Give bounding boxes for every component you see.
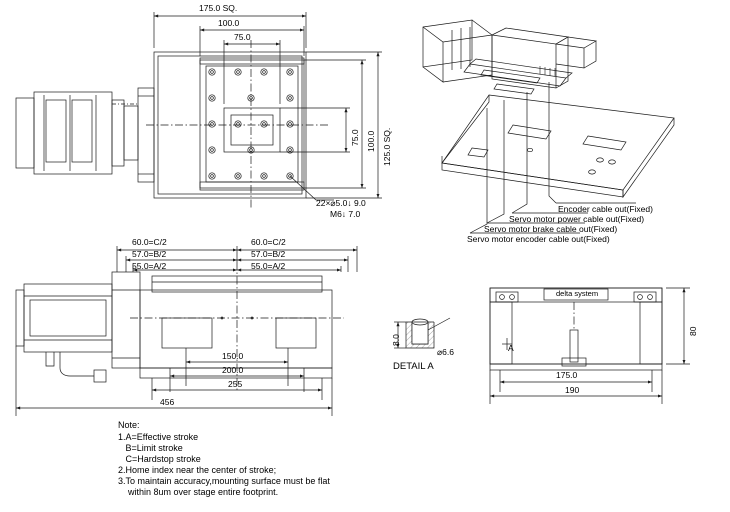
note-item-3: C=Hardstop stroke xyxy=(118,454,201,464)
front-dim-right-a: 55.0=A/2 xyxy=(251,261,286,271)
front-dim-left-c: 60.0=C/2 xyxy=(132,237,167,247)
top-view-motor xyxy=(16,92,138,174)
dim-175-sq: 175.0 SQ. xyxy=(199,3,238,13)
detail-a-label: DETAIL A xyxy=(393,361,434,372)
dim-75-vertical: 75.0 xyxy=(350,129,360,146)
note-item-1: 1.A=Effective stroke xyxy=(118,432,199,442)
side-section-marker-a: A xyxy=(508,343,514,353)
note-item-5: 3.To maintain accuracy,mounting surface must be flat xyxy=(118,476,330,486)
front-dim-left-a: 55.0=A/2 xyxy=(132,261,167,271)
note-item-6: within 8um over stage entire footprint. xyxy=(118,487,279,497)
dim-100: 100.0 xyxy=(218,18,240,28)
nameplate-text: delta system xyxy=(556,289,599,298)
front-dim-left-b: 57.0=B/2 xyxy=(132,249,167,259)
side-dim-80: 80 xyxy=(688,326,698,336)
side-view-dimensions xyxy=(490,288,690,404)
dim-100-vertical: 100.0 xyxy=(366,130,376,152)
note-item-2: B=Limit stroke xyxy=(118,443,183,453)
front-dim-right-c: 60.0=C/2 xyxy=(251,237,286,247)
side-view-body xyxy=(490,288,662,370)
notes-heading: Note: xyxy=(118,420,140,430)
iso-label-power-cable: Servo motor power cable out(Fixed) xyxy=(509,214,645,224)
front-dim-456: 456 xyxy=(160,397,175,407)
iso-label-encoder-cable: Encoder cable out(Fixed) xyxy=(558,204,653,214)
front-dim-150: 150.0 xyxy=(222,351,244,361)
side-dim-190: 190 xyxy=(565,385,580,395)
top-view-carriage xyxy=(138,88,154,182)
detail-a-body xyxy=(391,318,450,348)
front-dim-200: 200.0 xyxy=(222,365,244,375)
hole-callout-2: M6↓ 7.0 xyxy=(330,209,361,219)
side-dim-175: 175.0 xyxy=(556,370,578,380)
dim-75: 75.0 xyxy=(234,32,251,42)
hole-callout-1: 22×⌀5.0↓ 9.0 xyxy=(316,198,366,208)
front-view-body xyxy=(16,262,344,392)
front-dim-255: 255 xyxy=(228,379,243,389)
iso-label-brake-cable: Servo motor brake cable out(Fixed) xyxy=(484,224,618,234)
iso-label-motor-encoder-cable: Servo motor encoder cable out(Fixed) xyxy=(467,234,610,244)
iso-view-body xyxy=(423,20,674,197)
front-dim-right-b: 57.0=B/2 xyxy=(251,249,286,259)
detail-dim-8: 8.0 xyxy=(391,334,401,346)
top-view-centerlines xyxy=(146,40,330,208)
dim-125-sq: 125.0 SQ. xyxy=(382,127,392,166)
detail-dim-6-6: ⌀6.6 xyxy=(437,347,454,357)
note-item-4: 2.Home index near the center of stroke; xyxy=(118,465,277,475)
